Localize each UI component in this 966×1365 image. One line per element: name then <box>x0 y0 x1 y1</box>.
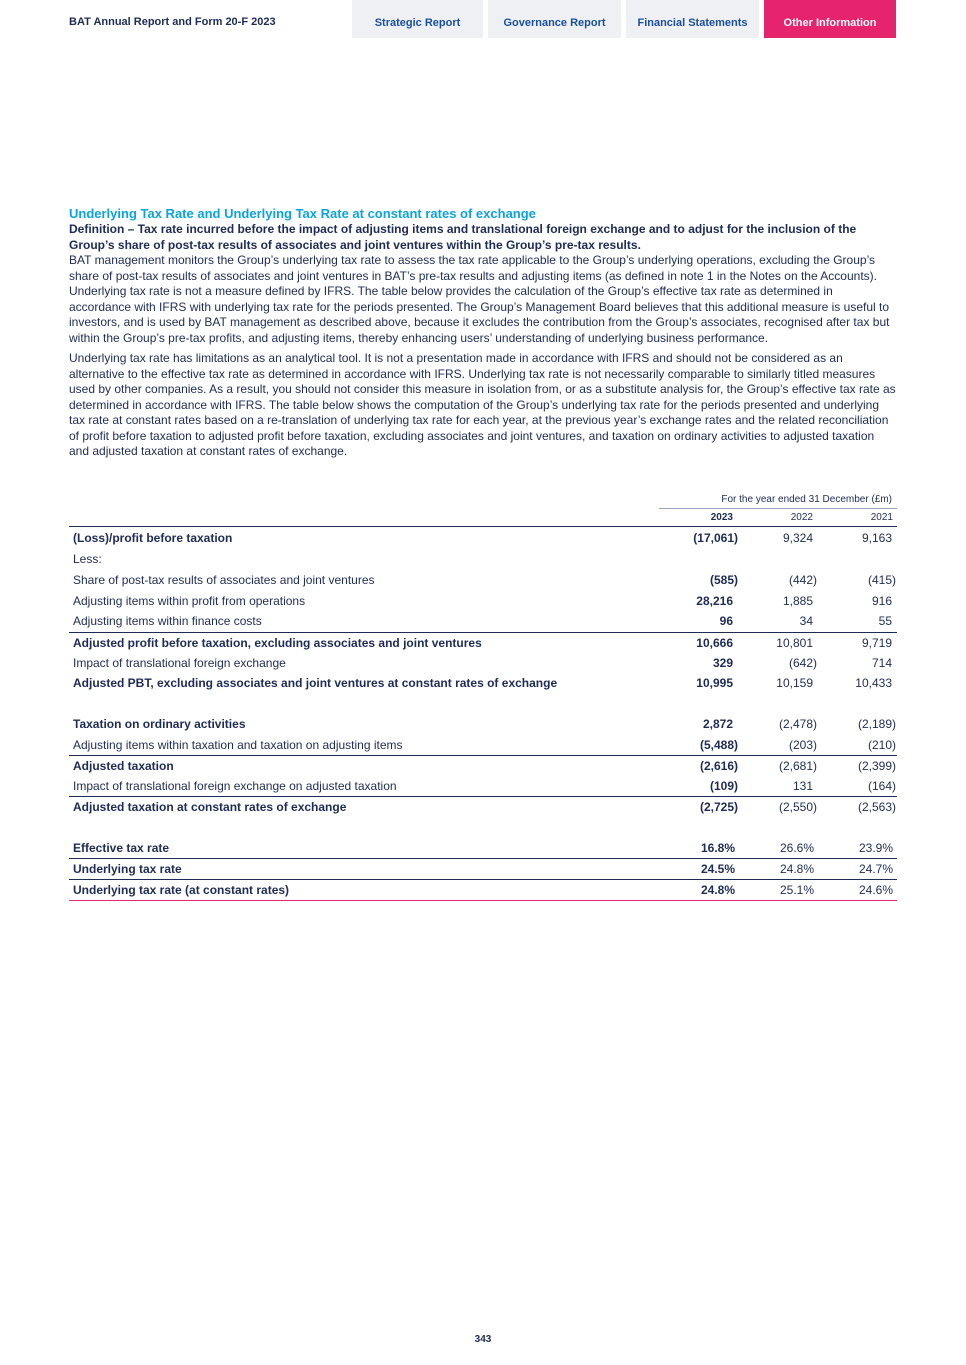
value-2021: 24.7% <box>858 862 893 876</box>
value-2021: 55 <box>878 614 892 628</box>
value-2021: 23.9% <box>858 841 893 855</box>
table-row <box>69 755 897 776</box>
year-header-2023: 2023 <box>710 512 733 523</box>
table-row <box>69 858 897 879</box>
paragraph-1: BAT management monitors the Group’s underlying tax rate to assess the tax rate applicable to the Group’s underlying operations, excluding the Group’s share of post-tax results of associates and joint ventures in BAT’s pre-tax results and adjusting items (as defined in note 1 in the Notes on the Accounts). Underlying tax rate is not a measure defined by IFRS. The table below provides the calculation of the Group’s effective tax rate as determined in accordance with IFRS with underlying tax rate for the periods presented. The Group’s Management Board believes that this additional measure is useful to investors, and is used by BAT management as described above, because it excludes the contribution from the Group’s associates, recognised after tax but within the Group’s pre-tax profits, and adjusting items, thereby enhancing users’ understanding of underlying business performance. <box>69 253 890 345</box>
section-title: Underlying Tax Rate and Underlying Tax Rate at constant rates of exchange <box>69 206 536 221</box>
table-row <box>69 879 897 901</box>
value-2022: 10,159 <box>776 676 813 690</box>
page-number: 343 <box>474 1334 492 1345</box>
value-2023: (2,725) <box>699 800 738 814</box>
value-2023: 16.8% <box>700 841 735 855</box>
table-row <box>69 528 897 548</box>
value-2023: 24.5% <box>700 862 735 876</box>
table-row <box>69 653 897 673</box>
row-label: Effective tax rate <box>73 841 170 855</box>
definition-text: Definition – Tax rate incurred before the impact of adjusting items and translational foreign exchange and to adjust for the inclusion of the Group’s share of post-tax results of associates and joint ventures within the Group’s pre-tax results. <box>69 222 857 252</box>
value-2021: (415) <box>867 573 896 587</box>
value-2023: (109) <box>709 779 738 793</box>
row-label: (Loss)/profit before taxation <box>73 531 233 545</box>
table-row <box>69 673 897 693</box>
value-2021: 714 <box>871 656 892 670</box>
value-2023: (5,488) <box>699 738 738 752</box>
table-header-row <box>69 508 897 527</box>
value-2022: (2,681) <box>778 759 817 773</box>
value-2022: 9,324 <box>782 531 813 545</box>
value-2021: (164) <box>867 779 896 793</box>
value-2023: (585) <box>709 573 738 587</box>
table-row <box>69 714 897 734</box>
value-2023: 24.8% <box>700 883 735 897</box>
tab-governance-report[interactable]: Governance Report <box>488 0 621 38</box>
value-2022: 34 <box>799 614 813 628</box>
row-label: Adjusted taxation at constant rates of exchange <box>73 800 347 814</box>
value-2022: 10,801 <box>776 636 813 650</box>
report-title: BAT Annual Report and Form 20-F 2023 <box>69 16 276 28</box>
row-label: Underlying tax rate <box>73 862 182 876</box>
value-2021: (2,399) <box>857 759 896 773</box>
year-header-2021: 2021 <box>870 512 893 523</box>
value-2022: 131 <box>792 779 813 793</box>
table-row <box>69 632 897 653</box>
tab-other-information[interactable]: Other Information <box>764 0 896 38</box>
section-body <box>69 206 897 460</box>
row-label: Adjusted PBT, excluding associates and joint ventures at constant rates of exchange <box>73 676 558 690</box>
table-row <box>69 570 897 590</box>
value-2021: 10,433 <box>855 676 892 690</box>
row-label: Taxation on ordinary activities <box>73 717 246 731</box>
row-label: Underlying tax rate (at constant rates) <box>73 883 290 897</box>
value-2022: (642) <box>788 656 817 670</box>
tab-financial-statements[interactable]: Financial Statements <box>626 0 759 38</box>
value-2023: 10,666 <box>696 636 733 650</box>
value-2021: (2,563) <box>857 800 896 814</box>
value-2023: 10,995 <box>696 676 733 690</box>
value-2023: 96 <box>719 614 733 628</box>
value-2023: (17,061) <box>693 531 738 545</box>
tab-strategic-report[interactable]: Strategic Report <box>352 0 483 38</box>
row-label: Adjusted profit before taxation, excluding associates and joint ventures <box>73 636 482 650</box>
value-2023: 2,872 <box>702 717 733 731</box>
table-row <box>69 838 897 858</box>
value-2022: (2,478) <box>778 717 817 731</box>
value-2022: 1,885 <box>782 594 813 608</box>
value-2022: (2,550) <box>778 800 817 814</box>
value-2023: 28,216 <box>696 594 733 608</box>
value-2021: (210) <box>867 738 896 752</box>
value-2021: 24.6% <box>858 883 893 897</box>
value-2022: 24.8% <box>779 862 814 876</box>
value-2021: 916 <box>871 594 892 608</box>
table-row <box>69 611 897 631</box>
table-row <box>69 776 897 796</box>
year-header-2022: 2022 <box>790 512 813 523</box>
table-caption: For the year ended 31 December (£m) <box>721 494 892 505</box>
value-2022: 26.6% <box>779 841 814 855</box>
value-2022: 25.1% <box>779 883 814 897</box>
row-label: Adjusting items within taxation and taxation on adjusting items <box>73 738 403 752</box>
value-2022: (203) <box>788 738 817 752</box>
paragraph-2: Underlying tax rate has limitations as an analytical tool. It is not a presentation made in accordance with IFRS and should not be considered as an alternative to the effective tax rate as determined in accordance with IFRS. Underlying tax rate is not necessarily comparable to similarly titled measures used by other companies. As a result, you should not consider this measure in isolation from, or as a substitute analysis for, the Group’s effective tax rate as determined in accordance with IFRS. The table below shows the computation of the Group’s underlying tax rate for the periods presented and underlying tax rate at constant rates based on a re-translation of underlying tax rate for each year, at the previous year’s exchange rates and the related reconciliation of profit before taxation to adjusted profit before taxation, excluding associates and joint ventures, and taxation on ordinary activities to adjusted taxation and adjusted taxation at constant rates of exchange. <box>69 351 896 458</box>
value-2022: (442) <box>788 573 817 587</box>
row-label: Adjusting items within finance costs <box>73 614 262 628</box>
table-row <box>69 796 897 817</box>
row-label: Adjusted taxation <box>73 759 174 773</box>
table-row <box>69 735 897 755</box>
value-2021: (2,189) <box>857 717 896 731</box>
value-2023: 329 <box>712 656 733 670</box>
row-label: Less: <box>73 552 102 566</box>
row-label: Impact of translational foreign exchange <box>73 656 286 670</box>
row-label: Adjusting items within profit from operations <box>73 594 306 608</box>
value-2023: (2,616) <box>699 759 738 773</box>
table-row <box>69 549 897 569</box>
value-2021: 9,163 <box>861 531 892 545</box>
row-label: Impact of translational foreign exchange on adjusted taxation <box>73 779 397 793</box>
row-label: Share of post-tax results of associates and joint ventures <box>73 573 375 587</box>
value-2021: 9,719 <box>861 636 892 650</box>
table-row <box>69 591 897 611</box>
